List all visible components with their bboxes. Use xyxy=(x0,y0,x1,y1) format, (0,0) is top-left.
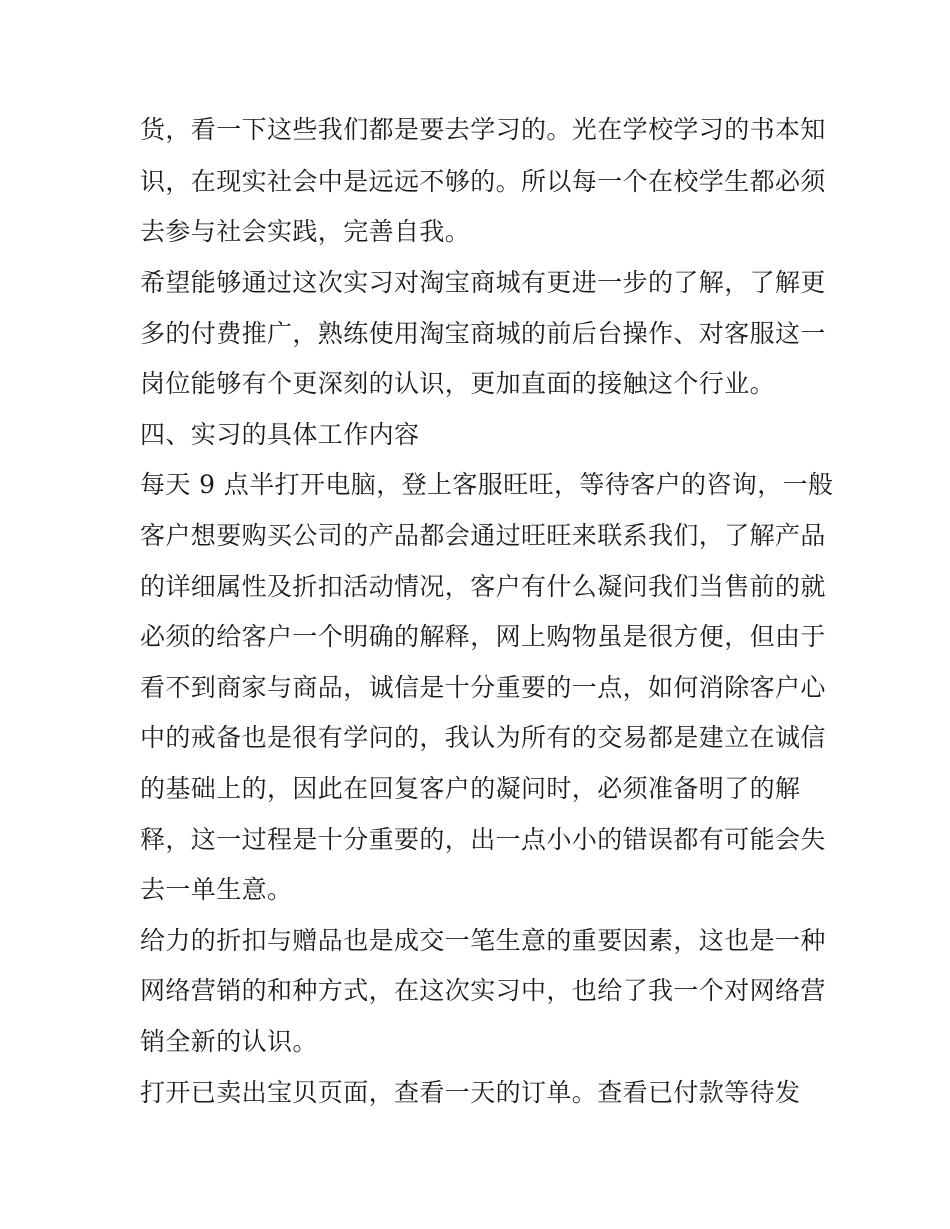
text-line: 客户想要购买公司的产品都会通过旺旺来联系我们，了解产品 xyxy=(140,521,826,550)
text-line: 识，在现实社会中是远远不够的。所以每一个在校学生都必须 xyxy=(140,167,826,196)
text-line: 去一单生意。 xyxy=(140,875,293,904)
text-line: 的基础上的，因此在回复客户的凝问时，必须准备明了的解 xyxy=(140,774,801,803)
text-line: 打开已卖出宝贝页面，查看一天的订单。查看已付款等待发 xyxy=(140,1078,801,1107)
text-line: 看不到商家与商品，诚信是十分重要的一点，如何消除客户心 xyxy=(140,673,826,702)
text-line: 必须的给客户一个明确的解释，网上购物虽是很方便，但由于 xyxy=(140,622,826,651)
text-line: 货，看一下这些我们都是要去学习的。光在学校学习的书本知 xyxy=(140,115,826,144)
text-line: 网络营销的和种方式，在这次实习中，也给了我一个对网络营 xyxy=(140,976,826,1005)
text-line: 多的付费推广，熟练使用淘宝商城的前后台操作、对客服这一 xyxy=(140,319,826,348)
text-line: 中的戒备也是很有学问的，我认为所有的交易都是建立在诚信 xyxy=(140,723,826,752)
text-line: 希望能够通过这次实习对淘宝商城有更进一步的了解，了解更 xyxy=(140,268,826,297)
text-line: 释，这一过程是十分重要的，出一点小小的错误都有可能会失 xyxy=(140,825,826,854)
text-line: 每天 9 点半打开电脑，登上客服旺旺，等待客户的咨询，一般 xyxy=(140,470,834,499)
text-line: 的详细属性及折扣活动情况，客户有什么凝问我们当售前的就 xyxy=(140,572,826,601)
text-line: 去参与社会实践，完善自我。 xyxy=(140,217,471,246)
text-line: 给力的折扣与赠品也是成交一笔生意的重要因素，这也是一种 xyxy=(140,926,826,955)
text-line: 销全新的认识。 xyxy=(140,1027,318,1056)
text-line: 岗位能够有个更深刻的认识，更加直面的接触这个行业。 xyxy=(140,369,776,398)
section-heading: 四、实习的具体工作内容 xyxy=(140,420,420,449)
